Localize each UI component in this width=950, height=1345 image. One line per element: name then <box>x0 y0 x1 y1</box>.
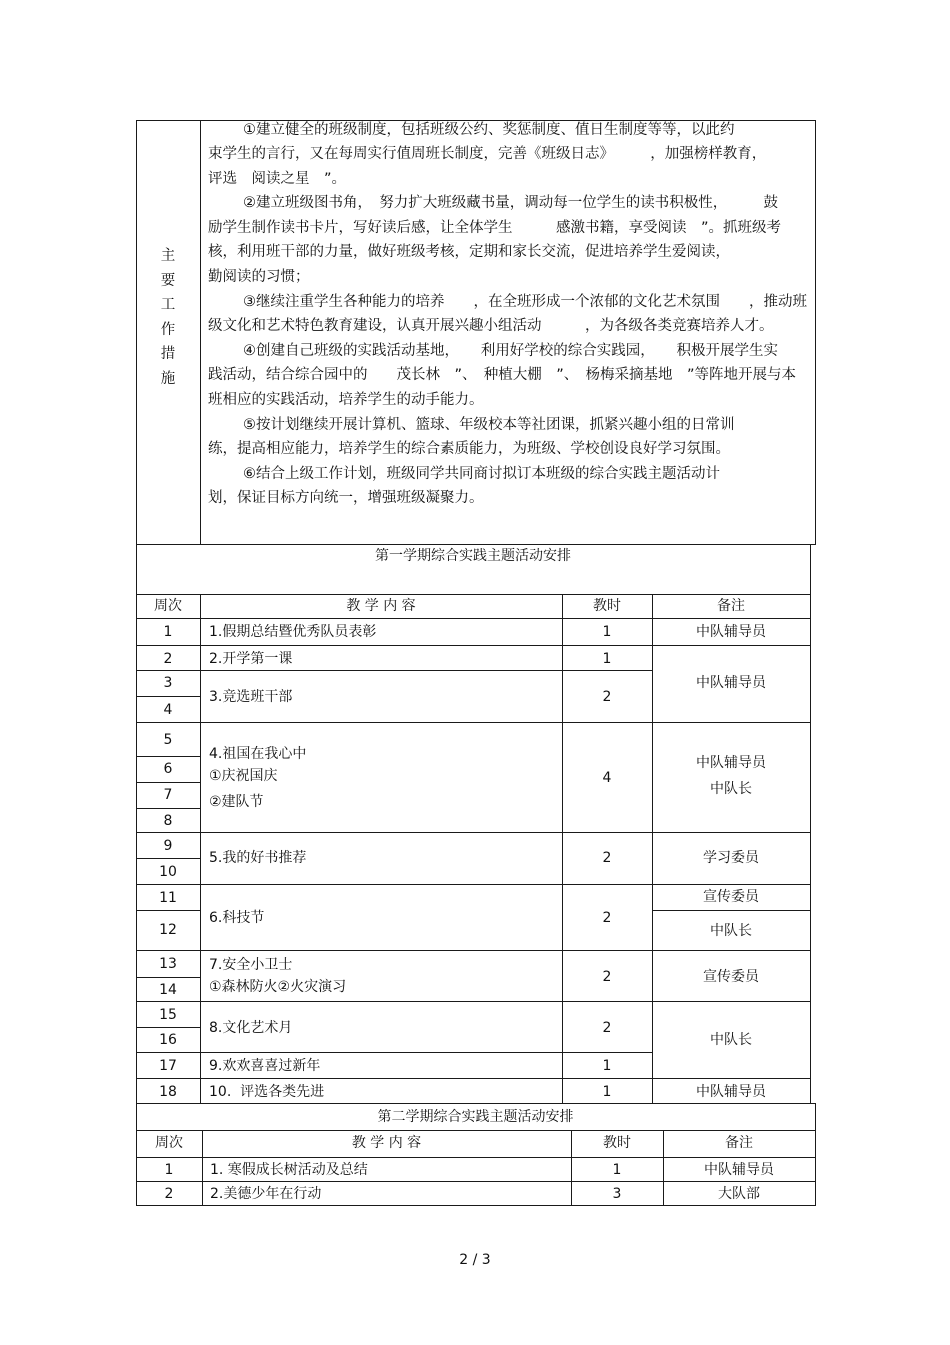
header-note: 备注 <box>717 598 745 614</box>
border-line <box>136 808 201 809</box>
activity-note: 宣传委员 <box>703 889 759 905</box>
border-line <box>136 120 137 545</box>
activity-note: 宣传委员 <box>703 969 759 985</box>
border-line <box>136 722 811 723</box>
activity-hours: 1 <box>612 1162 622 1178</box>
week-number: 17 <box>159 1058 177 1074</box>
border-line <box>136 1001 811 1002</box>
week-number: 18 <box>159 1084 177 1100</box>
activity-content: 1.假期总结暨优秀队员表彰 <box>209 624 377 640</box>
border-line <box>136 1103 816 1104</box>
side-label-measures: 主要工作措施 <box>160 248 176 387</box>
week-number: 6 <box>163 761 173 777</box>
border-line <box>136 884 811 885</box>
activity-note: 学习委员 <box>703 850 759 866</box>
border-line <box>136 1181 816 1182</box>
activity-hours: 3 <box>612 1186 622 1202</box>
measure-line: 勤阅读的习惯； <box>208 269 310 285</box>
measure-line: 评选 阅读之星 ”。 <box>208 171 347 187</box>
border-line <box>136 756 201 757</box>
activity-content: 3.竞选班干部 <box>209 689 293 705</box>
activity-hours: 1 <box>602 624 612 640</box>
activity-note: 中队辅导员 <box>696 755 766 771</box>
week-number: 1 <box>164 1162 174 1178</box>
measure-line: 核，利用班干部的力量，做好班级考核，定期和家长交流，促进培养学生爱阅读， <box>208 244 730 260</box>
header-content: 教 学 内 容 <box>346 598 416 614</box>
week-number: 3 <box>163 675 173 691</box>
activity-hours: 1 <box>602 651 612 667</box>
week-number: 2 <box>163 651 173 667</box>
activity-note: 中队长 <box>710 781 752 797</box>
measure-line: ⑤按计划继续开展计算机、篮球、年级校本等社团课，抓紧兴趣小组的日常训 <box>243 417 735 433</box>
border-line <box>810 544 811 1104</box>
activity-content: ①森林防火②火灾演习 <box>209 979 347 995</box>
header-note: 备注 <box>725 1135 753 1151</box>
border-line <box>136 670 201 671</box>
border-line <box>136 696 201 697</box>
border-line <box>136 910 201 911</box>
border-line <box>136 618 811 619</box>
activity-content: 7.安全小卫士 <box>209 957 293 973</box>
header-hours: 教时 <box>593 598 621 614</box>
activity-content: ②建队节 <box>209 794 264 810</box>
measure-line: ⑥结合上级工作计划，班级同学共同商讨拟订本班级的综合实践主题活动计 <box>243 466 720 482</box>
border-line <box>136 1052 653 1053</box>
week-number: 13 <box>159 956 177 972</box>
week-number: 2 <box>164 1186 174 1202</box>
header-content: 教 学 内 容 <box>351 1135 422 1151</box>
activity-note: 中队辅导员 <box>696 675 766 691</box>
week-number: 11 <box>159 890 177 906</box>
activity-content: 1. 寒假成长树活动及总结 <box>210 1162 368 1178</box>
week-number: 4 <box>163 702 173 718</box>
activity-note: 中队长 <box>710 923 752 939</box>
border-line <box>200 120 201 545</box>
border-line <box>136 1027 201 1028</box>
border-line <box>815 1103 816 1206</box>
week-number: 5 <box>163 732 173 748</box>
activity-content: 4.祖国在我心中 <box>209 746 307 762</box>
activity-note: 中队辅导员 <box>696 1084 766 1100</box>
border-line <box>136 1078 811 1079</box>
activity-note: 中队辅导员 <box>696 624 766 640</box>
activity-content: 5.我的好书推荐 <box>209 850 307 866</box>
border-line <box>136 950 811 951</box>
week-number: 15 <box>159 1007 177 1023</box>
week-number: 10 <box>159 864 177 880</box>
measure-line: 班相应的实践活动，培养学生的动手能力。 <box>208 392 484 408</box>
border-line <box>136 858 201 859</box>
activity-content: 2.开学第一课 <box>209 651 293 667</box>
activity-hours: 2 <box>602 850 612 866</box>
border-line <box>136 1205 816 1206</box>
activity-content: ①庆祝国庆 <box>209 768 278 784</box>
measure-line: ①建立健全的班级制度，包括班级公约、奖惩制度、值日生制度等等，以此约 <box>243 122 735 138</box>
page-number: 2 / 3 <box>459 1252 491 1268</box>
border-line <box>200 670 653 671</box>
border-line <box>815 120 816 545</box>
measure-line: 践活动，结合综合园中的 茂长林 ”、 种植大棚 ”、 杨梅采摘基地 ”等阵地开展与本 <box>208 367 797 383</box>
measure-line: 级文化和艺术特色教育建设，认真开展兴趣小组活动 ，为各级各类竞赛培养人才。 <box>208 318 774 334</box>
activity-hours: 1 <box>602 1058 612 1074</box>
week-number: 16 <box>159 1032 177 1048</box>
week-number: 9 <box>163 838 173 854</box>
activity-content: 9.欢欢喜喜过新年 <box>209 1058 321 1074</box>
activity-content: 10. 评选各类先进 <box>209 1084 325 1100</box>
activity-content: 6.科技节 <box>209 910 265 926</box>
week-number: 8 <box>163 813 173 829</box>
activity-hours: 2 <box>602 910 612 926</box>
activity-hours: 2 <box>602 689 612 705</box>
measure-line: 束学生的言行，又在每周实行值周班长制度，完善《班级日志》 ，加强榜样教育， <box>208 146 767 162</box>
header-week: 周次 <box>154 598 182 614</box>
border-line <box>652 910 811 911</box>
semester2-title: 第二学期综合实践主题活动安排 <box>377 1109 574 1125</box>
border-line <box>136 544 816 545</box>
activity-note: 大队部 <box>718 1186 760 1202</box>
semester1-title: 第一学期综合实践主题活动安排 <box>375 548 571 564</box>
activity-hours: 1 <box>602 1084 612 1100</box>
border-line <box>136 782 201 783</box>
activity-content: 8.文化艺术月 <box>209 1020 293 1036</box>
measure-line: ③继续注重学生各种能力的培养 ，在全班形成一个浓郁的文化艺术氛围 ，推动班 <box>243 294 807 310</box>
week-number: 1 <box>163 624 173 640</box>
header-hours: 教时 <box>603 1135 631 1151</box>
activity-hours: 2 <box>602 1020 612 1036</box>
measure-line: 励学生制作读书卡片，写好读后感，让全体学生 感激书籍，享受阅读 ”。抓班级考 <box>208 220 782 236</box>
measure-line: 划，保证目标方向统一，增强班级凝聚力。 <box>208 490 484 506</box>
header-week: 周次 <box>155 1135 183 1151</box>
activity-content: 2.美德少年在行动 <box>210 1186 322 1202</box>
border-line <box>136 645 811 646</box>
border-line <box>136 977 201 978</box>
border-line <box>136 594 811 595</box>
border-line <box>136 1157 816 1158</box>
measure-line: 练，提高相应能力，培养学生的综合素质能力，为班级、学校创设良好学习氛围。 <box>208 441 730 457</box>
border-line <box>136 832 811 833</box>
activity-hours: 4 <box>602 770 612 786</box>
activity-note: 中队辅导员 <box>704 1162 774 1178</box>
border-line <box>136 1130 816 1131</box>
week-number: 14 <box>159 982 177 998</box>
measure-line: ④创建自己班级的实践活动基地， 利用好学校的综合实践园， 积极开展学生实 <box>243 343 778 359</box>
week-number: 12 <box>159 922 177 938</box>
measure-line: ②建立班级图书角， 努力扩大班级藏书量，调动每一位学生的读书积极性， 鼓 <box>243 195 778 211</box>
activity-note: 中队长 <box>710 1032 752 1048</box>
activity-hours: 2 <box>602 969 612 985</box>
week-number: 7 <box>163 787 173 803</box>
